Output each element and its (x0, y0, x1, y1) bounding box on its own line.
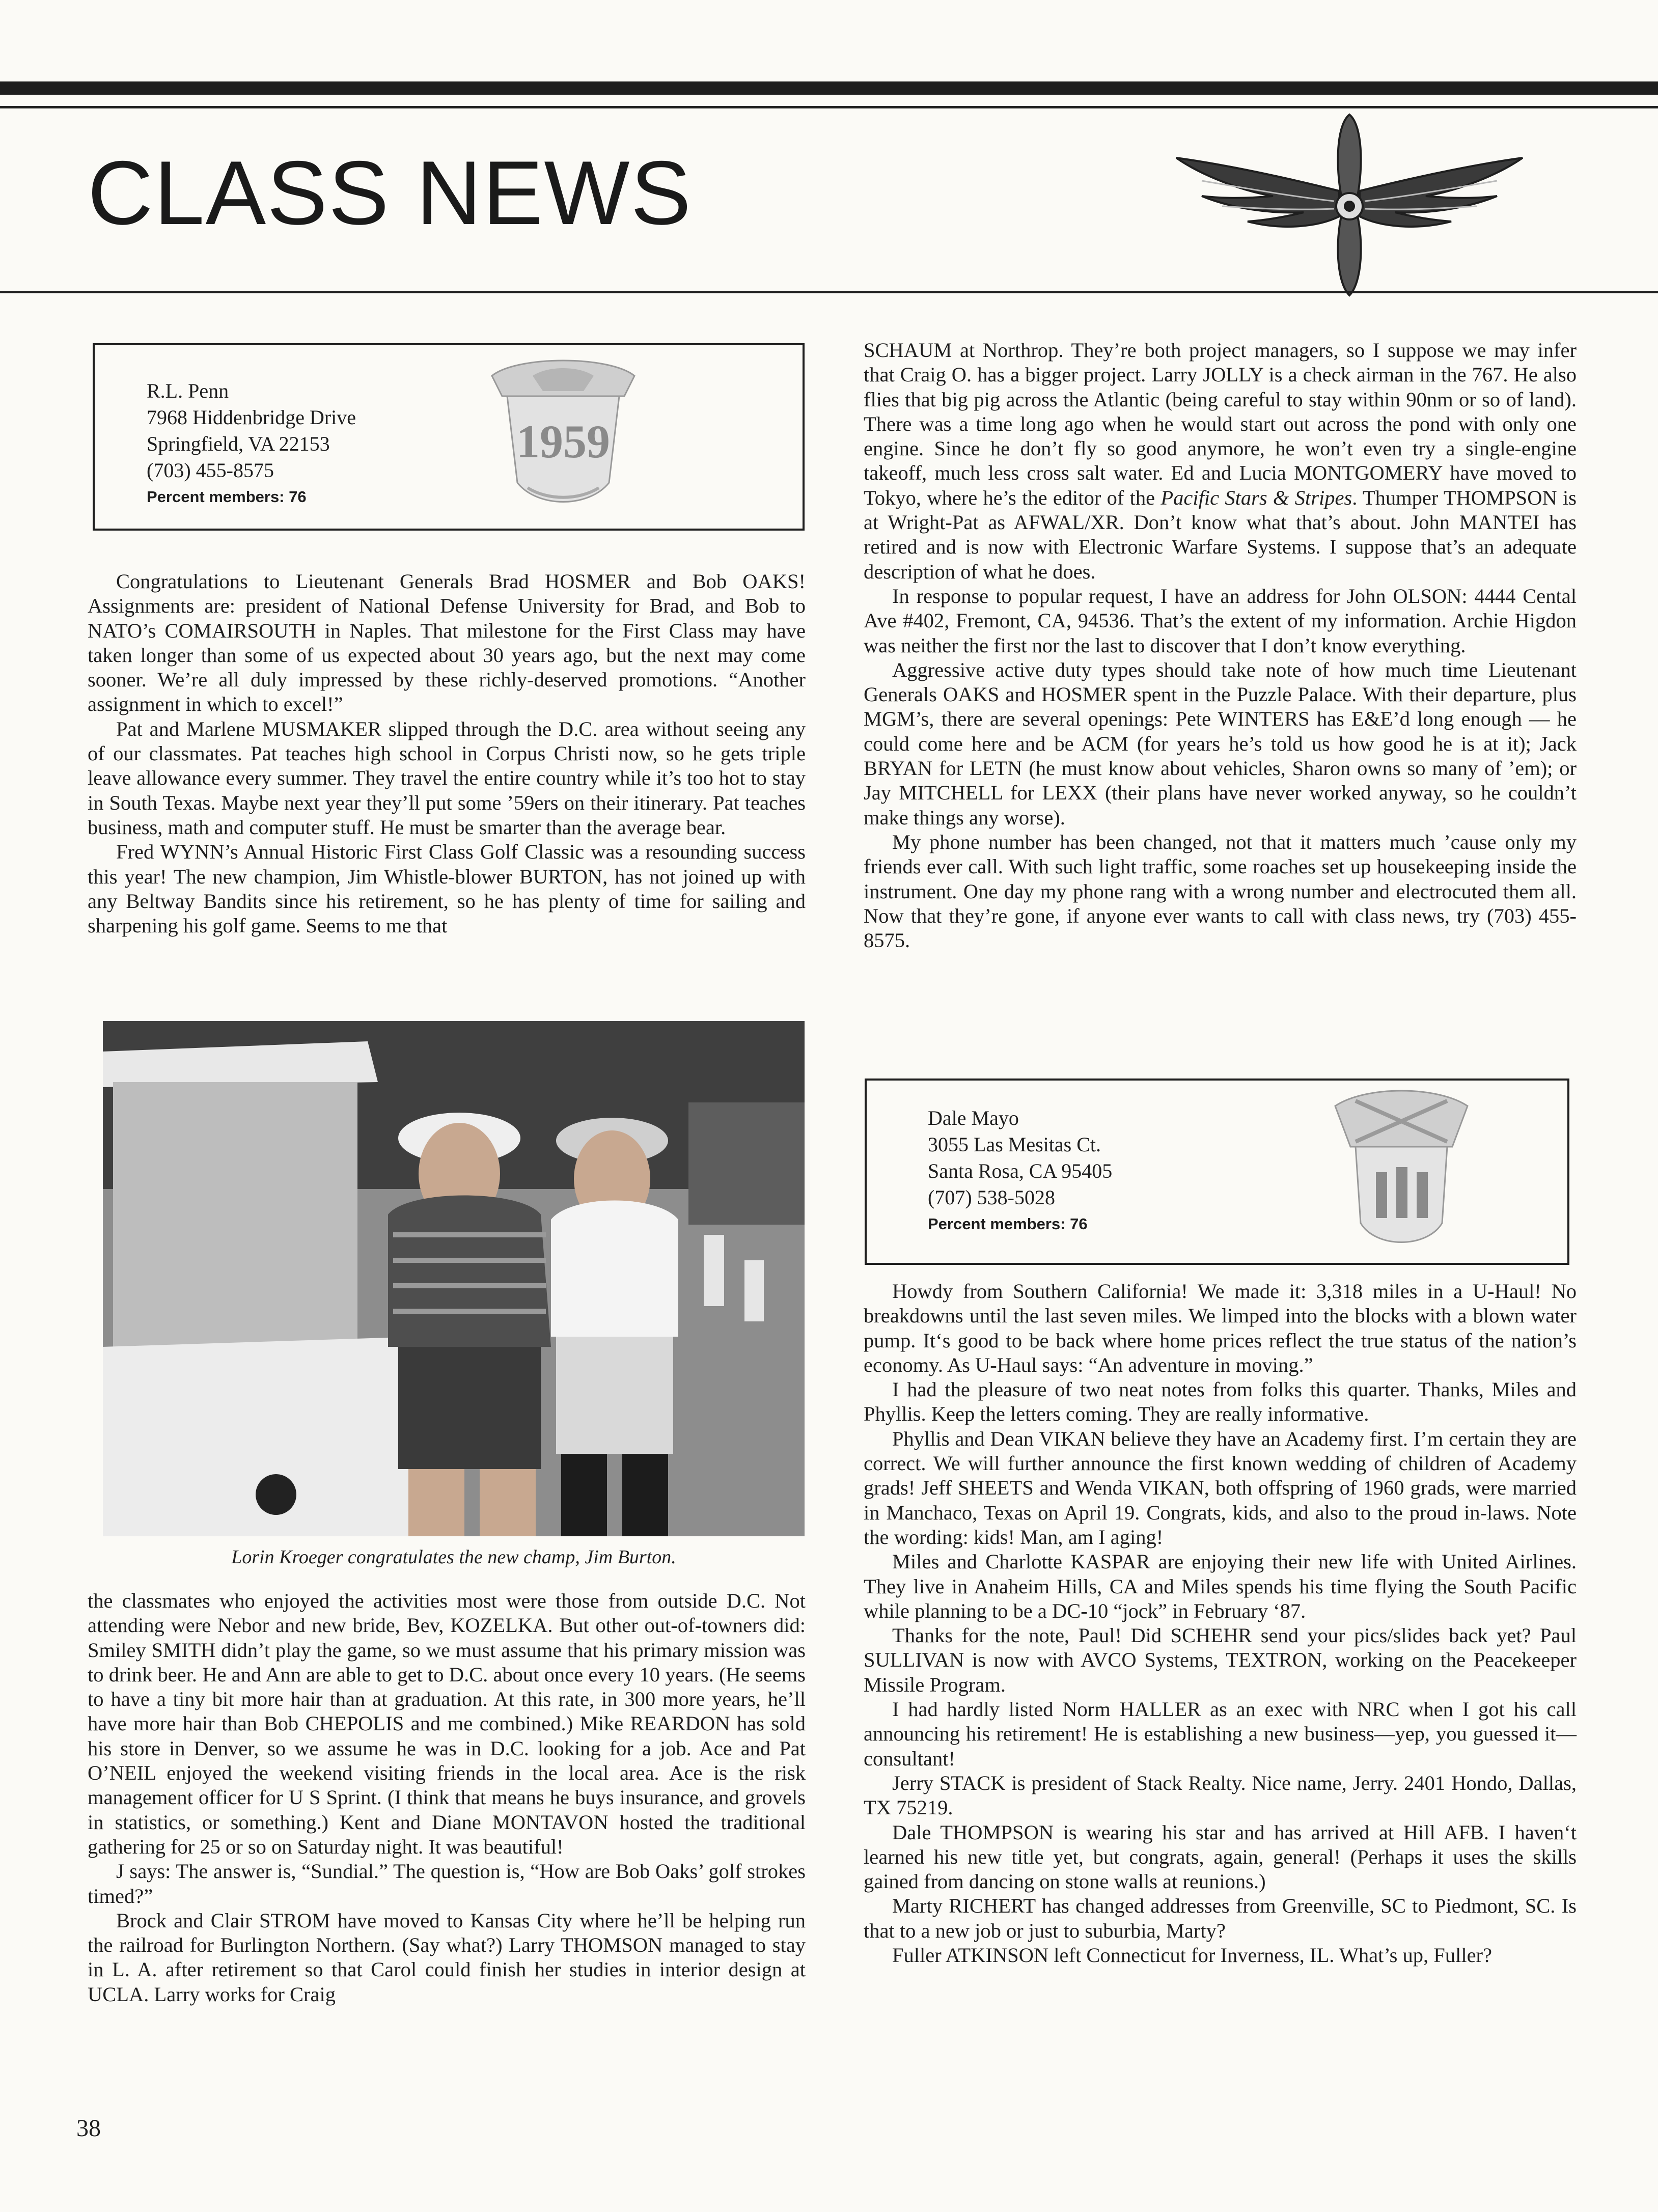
class-1959-address-box (93, 343, 805, 531)
paragraph: Dale THOMPSON is wearing his star and has arrived at Hill AFB. I haven‘t learned his new title yet, but congrats, again, general! (Perhaps it uses the skills gained from dancing on stone walls at reunions.) (864, 1820, 1577, 1893)
correspondent-city: Santa Rosa, CA 95405 (928, 1159, 1113, 1182)
crest-year: 1959 (516, 416, 610, 467)
paragraph: the classmates who enjoyed the activities most were those from outside D.C. Not attending were Nebor and new bride, Bev, KOZELKA. But other out-of-towners did: Smiley SMITH didn’t play the game, so we must assume that his primary mission was to drink beer. He and Ann are able to get to D.C. about once every 10 years. (He seems to have a tiny bit more hair than at graduation. At this rate, in 300 more years, he’ll have more hair than Bob CHEPOLIS and me combined.) Mike REARDON has sold his store in Denver, so we assume he was in D.C. looking for a job. Ace and Pat O’NEIL enjoyed the weekend visiting friends in the local area. Ace is the risk management officer for U S Sprint. (I think that means he buys insurance, and grovels in statistics, or something.) Kent and Diane MONTAVON hosted the traditional gathering for 25 or so on Saturday night. It was beautiful! (88, 1589, 806, 1858)
correspondent-city: Springfield, VA 22153 (147, 432, 330, 455)
class-1959-article-part-3 (864, 338, 1577, 953)
correspondent-street: 7968 Hiddenbridge Drive (147, 406, 356, 429)
paragraph: Phyllis and Dean VIKAN believe they have an Academy first. I’m certain they are correct. We will further announce the first known wedding of children of Academy grads! Jeff SHEETS and Wenda VIKAN, both offspring of 1960 grads, were married in Manchaco, Texas on April 19. Congrats, kids, and also to the proud in-laws. Note the wording: kids! Man, am I aging! (864, 1427, 1577, 1549)
paragraph: Howdy from Southern California! We made it: 3,318 miles in a U-Haul! No breakdowns until the last seven miles. We limped into the blocks with a blown water pump. It‘s good to be back where home prices reflect the true status of the nation’s economy. As U-Haul says: “An adventure in moving.” (864, 1280, 1577, 1376)
header-rule-thick (0, 81, 1658, 95)
paragraph: I had the pleasure of two neat notes from folks this quarter. Thanks, Miles and Phyllis. Keep the letters coming. They are really informative. (864, 1378, 1577, 1426)
correspondent-name: R.L. Penn (147, 379, 229, 402)
correspondent-street: 3055 Las Mesitas Ct. (928, 1133, 1101, 1156)
paragraph: SCHAUM at Northrop. They’re both project managers, so I suppose we may infer that Craig O. has a bigger project. Larry JOLLY is a check airman in the 767. He also flies that big pig across the Atlantic (being careful to stay within 90nm or so of land). There was a time long ago when he would start out across the pond with only one engine. Since he don’t fly so good anymore, he won’t even try a single-engine takeoff, much less cross salt water. Ed and Lucia MONTGOMERY have moved to Tokyo, where he’s the editor of the Pacific Stars & Stripes. Thumper THOMPSON is at Wright-Pat as AFWAL/XR. Don’t know what that’s about. John MANTEI has retired and is now with Electronic Warfare Systems. I suppose that’s an adequate description of what he does. (864, 339, 1577, 583)
paragraph: J says: The answer is, “Sundial.” The question is, “How are Bob Oaks’ golf strokes timed?” (88, 1860, 806, 1907)
header-rule-bottom (0, 291, 1658, 293)
paragraph: My phone number has been changed, not that it matters much ’cause only my friends ever call. With such light traffic, some roaches set up housekeeping inside the instrument. One day my phone rang with a wrong number and electrocuted them all. Now that they’re gone, if anyone ever wants to call with class news, try (703) 455-8575. (864, 830, 1577, 952)
percent-members: Percent members: 76 (147, 488, 307, 506)
paragraph: I had hardly listed Norm HALLER as an exec with NRC when I got his call announcing his retirement! He is establishing a new business—yep, you guessed it—consultant! (864, 1698, 1577, 1770)
winged-propeller-icon (1171, 104, 1528, 298)
class-1959-crest-icon (472, 355, 655, 523)
golf-photo (103, 1021, 805, 1536)
class-1959-article-part-2 (88, 1589, 806, 2007)
class-1960-article (864, 1279, 1577, 1968)
paragraph: Miles and Charlotte KASPAR are enjoying their new life with United Airlines. They live in Anaheim Hills, CA and Miles spends his time flying the South Pacific while planning to be a DC-10 “jock” in February ‘87. (864, 1550, 1577, 1622)
paragraph: Marty RICHERT has changed addresses from Greenville, SC to Piedmont, SC. Is that to a new job or just to suburbia, Marty? (864, 1894, 1577, 1942)
class-1960-crest-icon (1325, 1086, 1478, 1259)
paragraph: Jerry STACK is president of Stack Realty. Nice name, Jerry. 2401 Hondo, Dallas, TX 75219. (864, 1771, 1577, 1819)
correspondent-name: Dale Mayo (928, 1107, 1019, 1129)
class-1960-address-box (865, 1079, 1569, 1265)
paragraph: In response to popular request, I have an address for John OLSON: 4444 Cental Ave #402, Fremont, CA, 94536. That’s the extent of my information. Archie Higdon was neither the first nor the last to discover that I don’t know everything. (864, 584, 1577, 657)
paragraph: Congratulations to Lieutenant Generals Brad HOSMER and Bob OAKS! Assignments are: president of National Defense University for Brad, and Bob to NATO’s COMAIRSOUTH in Naples. That milestone for the First Class may have taken longer than some of us expected about 30 years ago, but the next may come sooner. We’re all duly impressed by these richly-deserved promotions. “Another assignment in which to excel!” (88, 570, 806, 716)
page-title: CLASS NEWS (88, 142, 693, 243)
paragraph: Pat and Marlene MUSMAKER slipped through the D.C. area without seeing any of our classmates. Pat teaches high school in Corpus Christi now, so he gets triple leave allowance every summer. They travel the entire country while it’s too hot to stay in South Texas. Maybe next year they’ll put some ’59ers on their itinerary. Pat teaches business, math and computer stuff. He must be smarter than the average bear. (88, 717, 806, 839)
class-1959-article-part-1 (88, 569, 806, 938)
correspondent-phone: (707) 538-5028 (928, 1186, 1055, 1209)
paragraph: Aggressive active duty types should take note of how much time Lieutenant Generals OAKS and HOSMER spent in the Puzzle Palace. With their departure, plus MGM’s, there are several openings: Pete WINTERS has E&E’d long enough — he could come here and be ACM (for years he’s told us how good he is at it); Jack BRYAN for LETN (he must know about vehicles, Sharon owns so many of ’em); or Jay MITCHELL for LEXX (their plans have never worked anyway, so he couldn’t make things any worse). (864, 658, 1577, 829)
paragraph: Fuller ATKINSON left Connecticut for Inverness, IL. What’s up, Fuller? (892, 1944, 1493, 1967)
paragraph: Brock and Clair STROM have moved to Kansas City where he’ll be helping run the railroad for Burlington Northern. (Say what?) Larry THOMSON managed to stay in L. A. after retirement so that Carol could finish her studies in interior design at UCLA. Larry works for Craig (88, 1909, 806, 2006)
paragraph: Thanks for the note, Paul! Did SCHEHR send your pics/slides back yet? Paul SULLIVAN is now with AVCO Systems, TEXTRON, working on the Peacekeeper Missile Program. (864, 1624, 1577, 1696)
correspondent-phone: (703) 455-8575 (147, 459, 274, 482)
percent-members: Percent members: 76 (928, 1215, 1088, 1233)
paragraph: Fred WYNN’s Annual Historic First Class Golf Classic was a resounding success this year! The new champion, Jim Whistle-blower BURTON, has not joined up with any Beltway Bandits since his retirement, so he has plenty of time for sailing and sharpening his golf game. Seems to me that (88, 840, 806, 937)
page-number: 38 (76, 2115, 101, 2142)
photo-caption: Lorin Kroeger congratulates the new champ, Jim Burton. (231, 1546, 676, 1568)
publication-title: Pacific Stars & Stripes (1160, 486, 1352, 509)
